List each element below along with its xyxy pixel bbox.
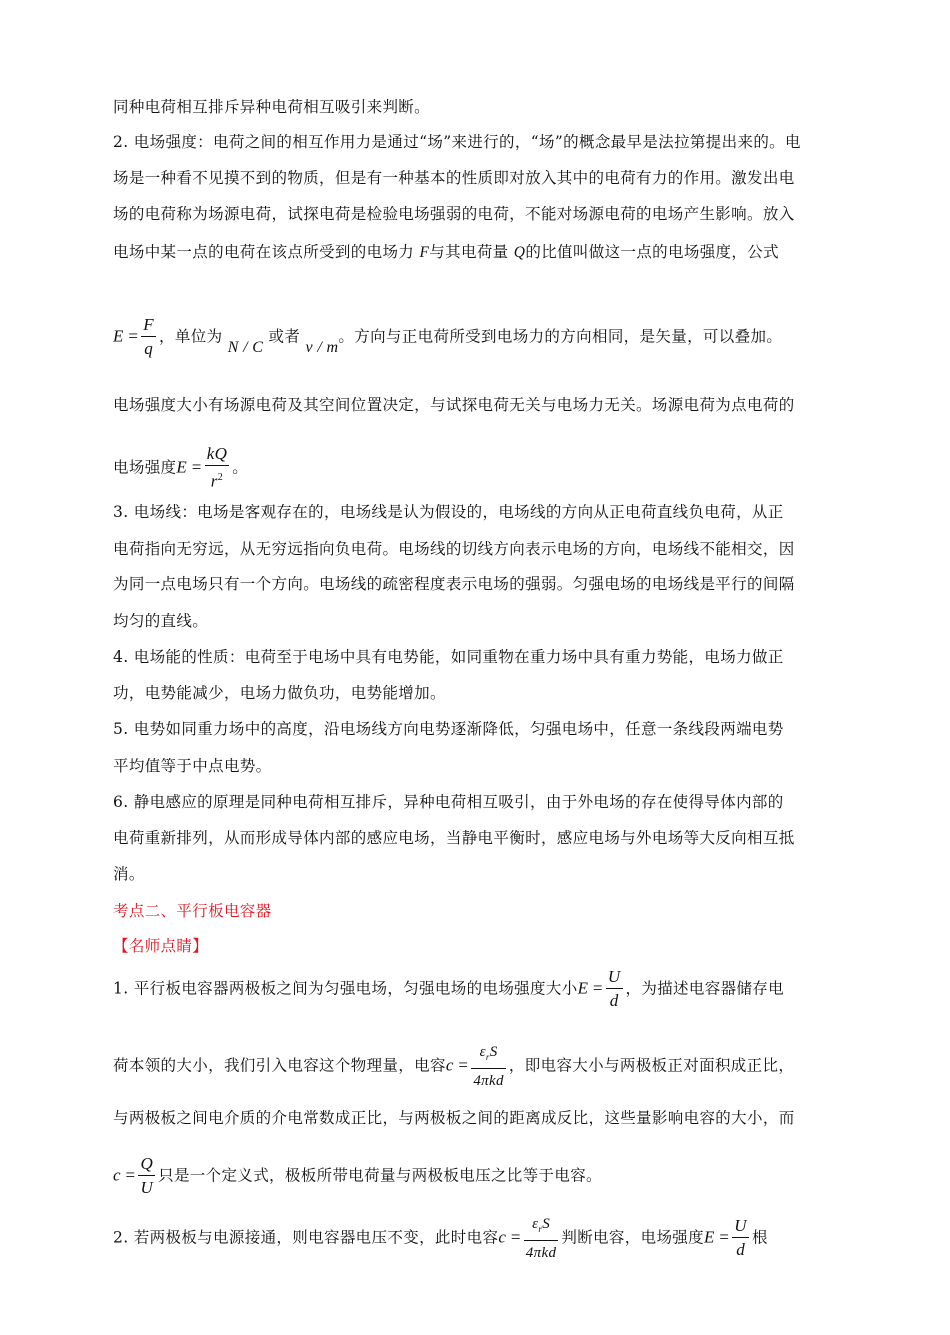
fraction-U-over-d: $\frac{U}{d}$ <box>607 967 621 1010</box>
text-line: 为同一点电场只有一个方向。电场线的疏密程度表示电场的强弱。匀强电场的电场线是平行的间隔 <box>113 575 795 593</box>
text-line: 3. 电场线：电场是客观存在的，电场线是认为假设的，电场线的方向从正电荷直线负电荷，从正 <box>113 503 784 521</box>
text-line: 与两极板之间电介质的介电常数成正比，与两极板之间的距离成反比，这些量影响电容的大小，而 <box>113 1109 795 1127</box>
text-line: 6. 静电感应的原理是同种电荷相互排斥，异种电荷相互吸引，由于外电场的存在使得导体内部的 <box>113 793 784 811</box>
formula-line-connected-source: 2. 若两极板与电源接通，则电容器电压不变，此时电容c = $\frac{\varepsilon_rS}{\text{4πkd}}$ 判断电容，电场强度E = $\frac{U}{d}$ 根 <box>113 1212 768 1265</box>
text-line: 电荷重新排列，从而形成导体内部的感应电场，当静电平衡时，感应电场与外电场等大反向相互抵 <box>113 829 795 847</box>
section-subheading: 【名师点睛】 <box>113 937 209 955</box>
text-line: 消。 <box>113 865 145 883</box>
fraction-Q-over-U: $\frac{Q}{U}$ <box>140 1154 154 1197</box>
fraction-kQ-over-r2: $\frac{kQ}{r^2}$ <box>206 444 228 491</box>
fraction-capacitance: $\frac{\varepsilon_rS}{\text{4πkd}}$ <box>524 1212 559 1265</box>
text-line: 均匀的直线。 <box>113 612 209 630</box>
text-line: 同种电荷相互排斥异种电荷相互吸引来判断。 <box>113 98 431 116</box>
formula-line-capacitance: 荷本领的大小，我们引入电容这个物理量，电容c = $\frac{\varepsilon_rS}{\text{4πkd}}$ ，即电容大小与两极板正对面积成正比， <box>113 1040 794 1093</box>
fraction-capacitance: $\frac{\varepsilon_rS}{\text{4πkd}}$ <box>471 1040 506 1093</box>
text-line: 2. 电场强度：电荷之间的相互作用力是通过“场”来进行的，“场”的概念最早是法拉第提出来的。电 <box>113 133 801 151</box>
text-line: 4. 电场能的性质：电荷至于电场中具有电势能，如同重物在重力场中具有重力势能，电场力做正 <box>113 648 784 666</box>
fraction-U-over-d: $\frac{U}{d}$ <box>734 1216 747 1259</box>
unit-v-per-m: v / m <box>305 338 339 356</box>
text-line: 电荷指向无穷远，从无穷远指向负电荷。电场线的切线方向表示电场的方向，电场线不能相交，因 <box>113 540 795 558</box>
formula-line-point-charge: 电场强度E = $\frac{kQ}{r^2}$ 。 <box>113 443 248 494</box>
fraction-F-over-q: $\frac{F}{q}$ <box>143 315 155 358</box>
text-line: 功，电势能减少，电场力做负功，电势能增加。 <box>113 684 446 702</box>
text-line: 场是一种看不见摸不到的物质，但是有一种基本的性质即对放入其中的电荷有力的作用。激发出电 <box>113 169 795 187</box>
formula-line-field-strength: E = $\frac{F}{q}$ ，单位为 N / C 或者 v / m。方向与正电荷所受到电场力的方向相同，是矢量，可以叠加。 <box>113 314 782 361</box>
text-line: 电场中某一点的电荷在该点所受到的电场力 F与其电荷量 Q的比值叫做这一点的电场强度，公式 <box>113 243 779 261</box>
formula-line-uniform-field: 1. 平行板电容器两极板之间为匀强电场，匀强电场的电场强度大小E = $\frac{U}{d}$ ，为描述电容器储存电 <box>113 966 784 1013</box>
text-line: 平均值等于中点电势。 <box>113 757 272 775</box>
section-heading: 考点二、平行板电容器 <box>113 902 272 920</box>
formula-line-capacitance-definition: c = $\frac{Q}{U}$ 只是一个定义式，极板所带电荷量与两极板电压之比等于电容。 <box>113 1153 602 1200</box>
text-line: 5. 电势如同重力场中的高度，沿电场线方向电势逐渐降低，匀强电场中，任意一条线段两端电势 <box>113 720 784 738</box>
text-line: 场的电荷称为场源电荷，试探电荷是检验电场强弱的电荷，不能对场源电荷的电场产生影响。放入 <box>113 205 795 223</box>
text-line: 电场强度大小有场源电荷及其空间位置决定，与试探电荷无关与电场力无关。场源电荷为点电荷的 <box>113 396 795 414</box>
unit-n-per-c: N / C <box>227 338 264 356</box>
